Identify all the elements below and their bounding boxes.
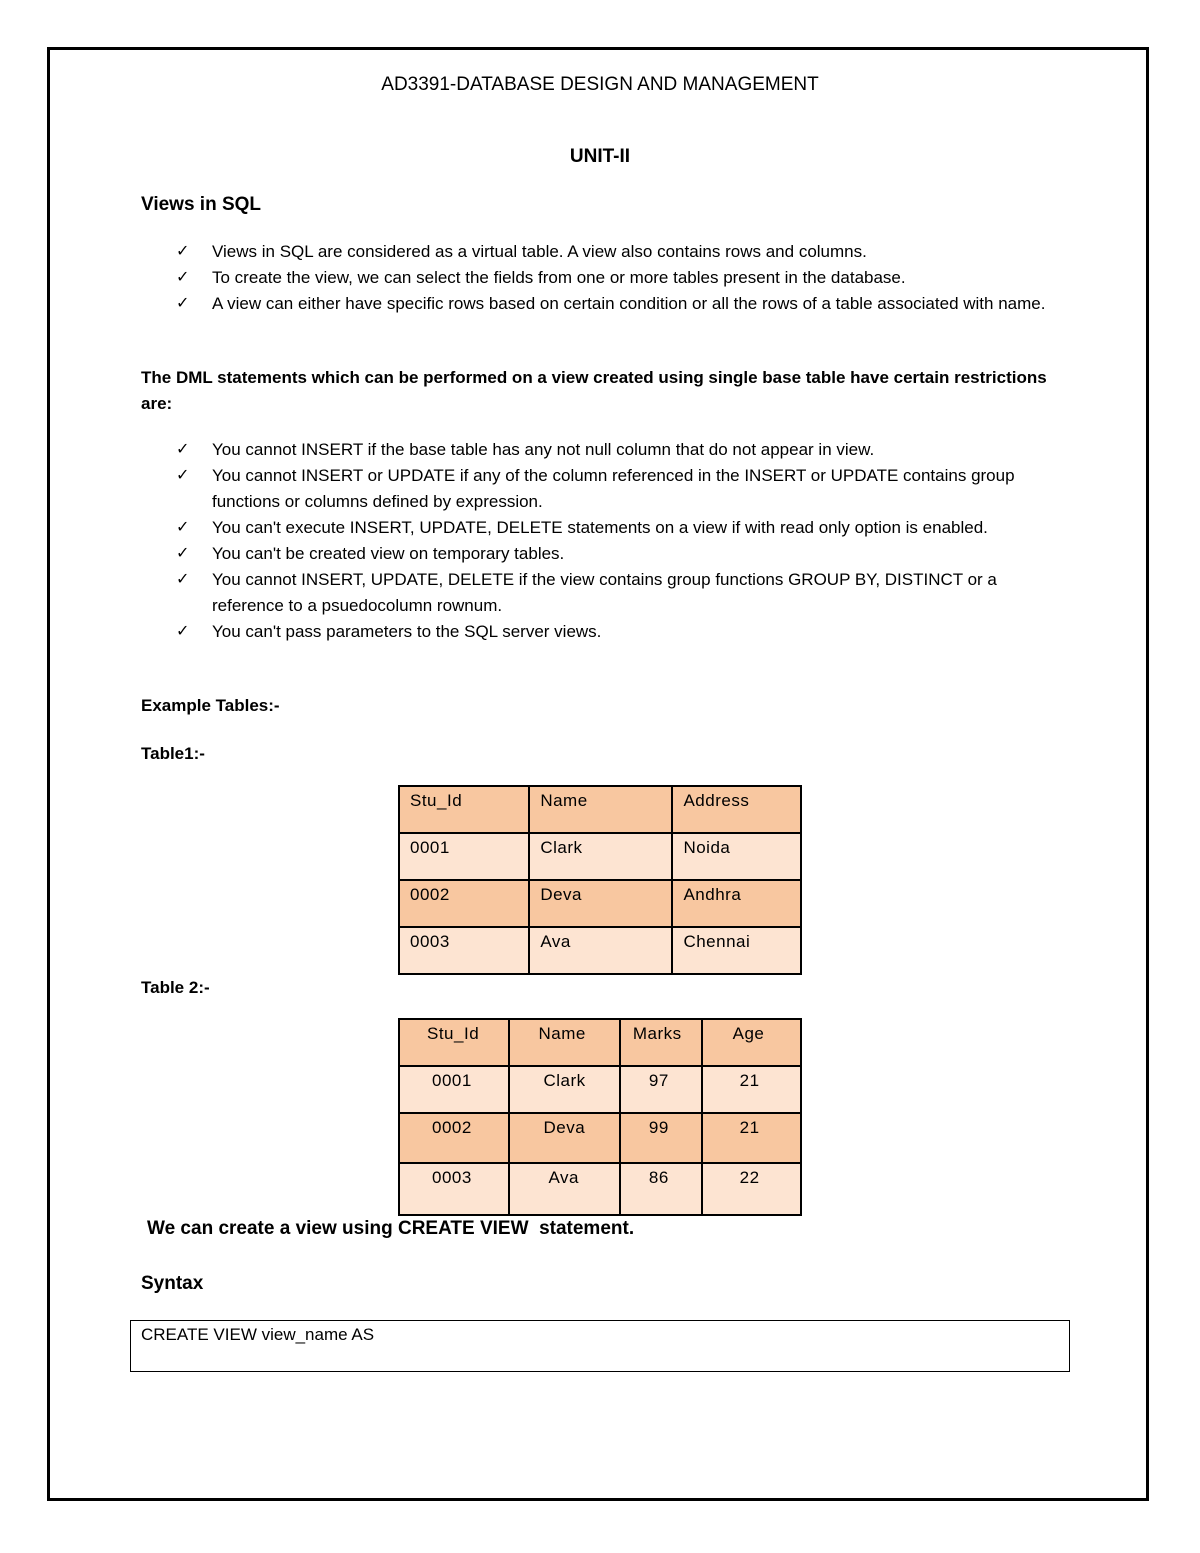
- table-cell: Deva: [529, 880, 672, 927]
- table-cell: 0001: [399, 1066, 509, 1113]
- syntax-code-box: [130, 1320, 1070, 1372]
- table-cell: 22: [702, 1163, 801, 1215]
- example-tables-label: Example Tables:-: [141, 696, 280, 715]
- list-item-text: You can't be created view on temporary tables.: [212, 544, 565, 563]
- table-header-cell: Marks: [620, 1019, 702, 1066]
- list-item-text: You can't execute INSERT, UPDATE, DELETE statements on a view if with read only option is enabled.: [212, 518, 988, 537]
- table2: [398, 1018, 802, 1216]
- checkmark-icon: ✓: [176, 571, 190, 588]
- table-cell: 0002: [399, 880, 529, 927]
- table-cell: Clark: [529, 833, 672, 880]
- list-item-text: You cannot INSERT or UPDATE if any of the column referenced in the INSERT or UPDATE contains group functions or columns defined by expression.: [212, 466, 1015, 511]
- checkmark-icon: ✓: [176, 441, 190, 458]
- table2-label: Table 2:-: [141, 978, 210, 997]
- list-item: [176, 463, 1046, 515]
- list-item-text: You can't pass parameters to the SQL server views.: [212, 622, 602, 641]
- table-header-cell: Address: [672, 786, 801, 833]
- table-cell: 0003: [399, 1163, 509, 1215]
- list-item: [176, 619, 1046, 645]
- table-cell: Deva: [509, 1113, 619, 1163]
- checkmark-icon: ✓: [176, 243, 190, 260]
- checkmark-icon: ✓: [176, 519, 190, 536]
- table-header-cell: Name: [529, 786, 672, 833]
- list-item: [176, 541, 1046, 567]
- checkmark-icon: ✓: [176, 623, 190, 640]
- table-cell: 0003: [399, 927, 529, 974]
- list-item: [176, 239, 1058, 265]
- table-row: [399, 927, 801, 974]
- list-item-text: To create the view, we can select the fields from one or more tables present in the database.: [212, 268, 906, 287]
- syntax-code: CREATE VIEW view_name AS: [141, 1325, 375, 1344]
- list-item: [176, 265, 1058, 291]
- table-header-row: [399, 1019, 801, 1066]
- section-heading: Views in SQL: [141, 194, 262, 215]
- table-cell: Chennai: [672, 927, 801, 974]
- table-cell: Noida: [672, 833, 801, 880]
- table-row: [399, 880, 801, 927]
- checkmark-icon: ✓: [176, 269, 190, 286]
- unit-heading: UNIT-II: [569, 146, 631, 167]
- table-row: [399, 833, 801, 880]
- table-header-cell: Age: [702, 1019, 801, 1066]
- table1-label: Table1:-: [141, 744, 205, 763]
- table-header-cell: Name: [509, 1019, 619, 1066]
- syntax-heading: Syntax: [141, 1273, 204, 1294]
- list-item: [176, 437, 1046, 463]
- table-cell: 0001: [399, 833, 529, 880]
- list-item-text: A view can either have specific rows based on certain condition or all the rows of a table associated with name.: [212, 294, 1046, 313]
- table-cell: 86: [620, 1163, 702, 1215]
- table-header-row: [399, 786, 801, 833]
- views-points-list: [176, 239, 1058, 317]
- table-cell: 97: [620, 1066, 702, 1113]
- table-row: [399, 1163, 801, 1215]
- table-cell: Andhra: [672, 880, 801, 927]
- table-cell: 99: [620, 1113, 702, 1163]
- checkmark-icon: ✓: [176, 295, 190, 312]
- table-cell: Clark: [509, 1066, 619, 1113]
- list-item-text: You cannot INSERT if the base table has any not null column that do not appear in view.: [212, 440, 875, 459]
- table1: [398, 785, 802, 975]
- list-item-text: Views in SQL are considered as a virtual table. A view also contains rows and columns.: [212, 242, 867, 261]
- dml-heading: The DML statements which can be performed on a view created using single base table have certain restrictions are:: [141, 368, 1047, 413]
- table-header-cell: Stu_Id: [399, 1019, 509, 1066]
- table-header-cell: Stu_Id: [399, 786, 529, 833]
- create-view-note: We can create a view using CREATE VIEW statement.: [147, 1218, 635, 1239]
- table-row: [399, 1113, 801, 1163]
- document-title: AD3391-DATABASE DESIGN AND MANAGEMENT: [381, 74, 819, 95]
- list-item: [176, 567, 1046, 619]
- table-cell: Ava: [509, 1163, 619, 1215]
- table-row: [399, 1066, 801, 1113]
- table-cell: Ava: [529, 927, 672, 974]
- table-cell: 21: [702, 1066, 801, 1113]
- list-item: [176, 291, 1058, 317]
- list-item: [176, 515, 1046, 541]
- checkmark-icon: ✓: [176, 545, 190, 562]
- checkmark-icon: ✓: [176, 467, 190, 484]
- list-item-text: You cannot INSERT, UPDATE, DELETE if the view contains group functions GROUP BY, DISTINCT or a reference to a psuedocolumn rownum.: [212, 570, 997, 615]
- dml-points-list: [176, 437, 1046, 645]
- table-cell: 0002: [399, 1113, 509, 1163]
- table-cell: 21: [702, 1113, 801, 1163]
